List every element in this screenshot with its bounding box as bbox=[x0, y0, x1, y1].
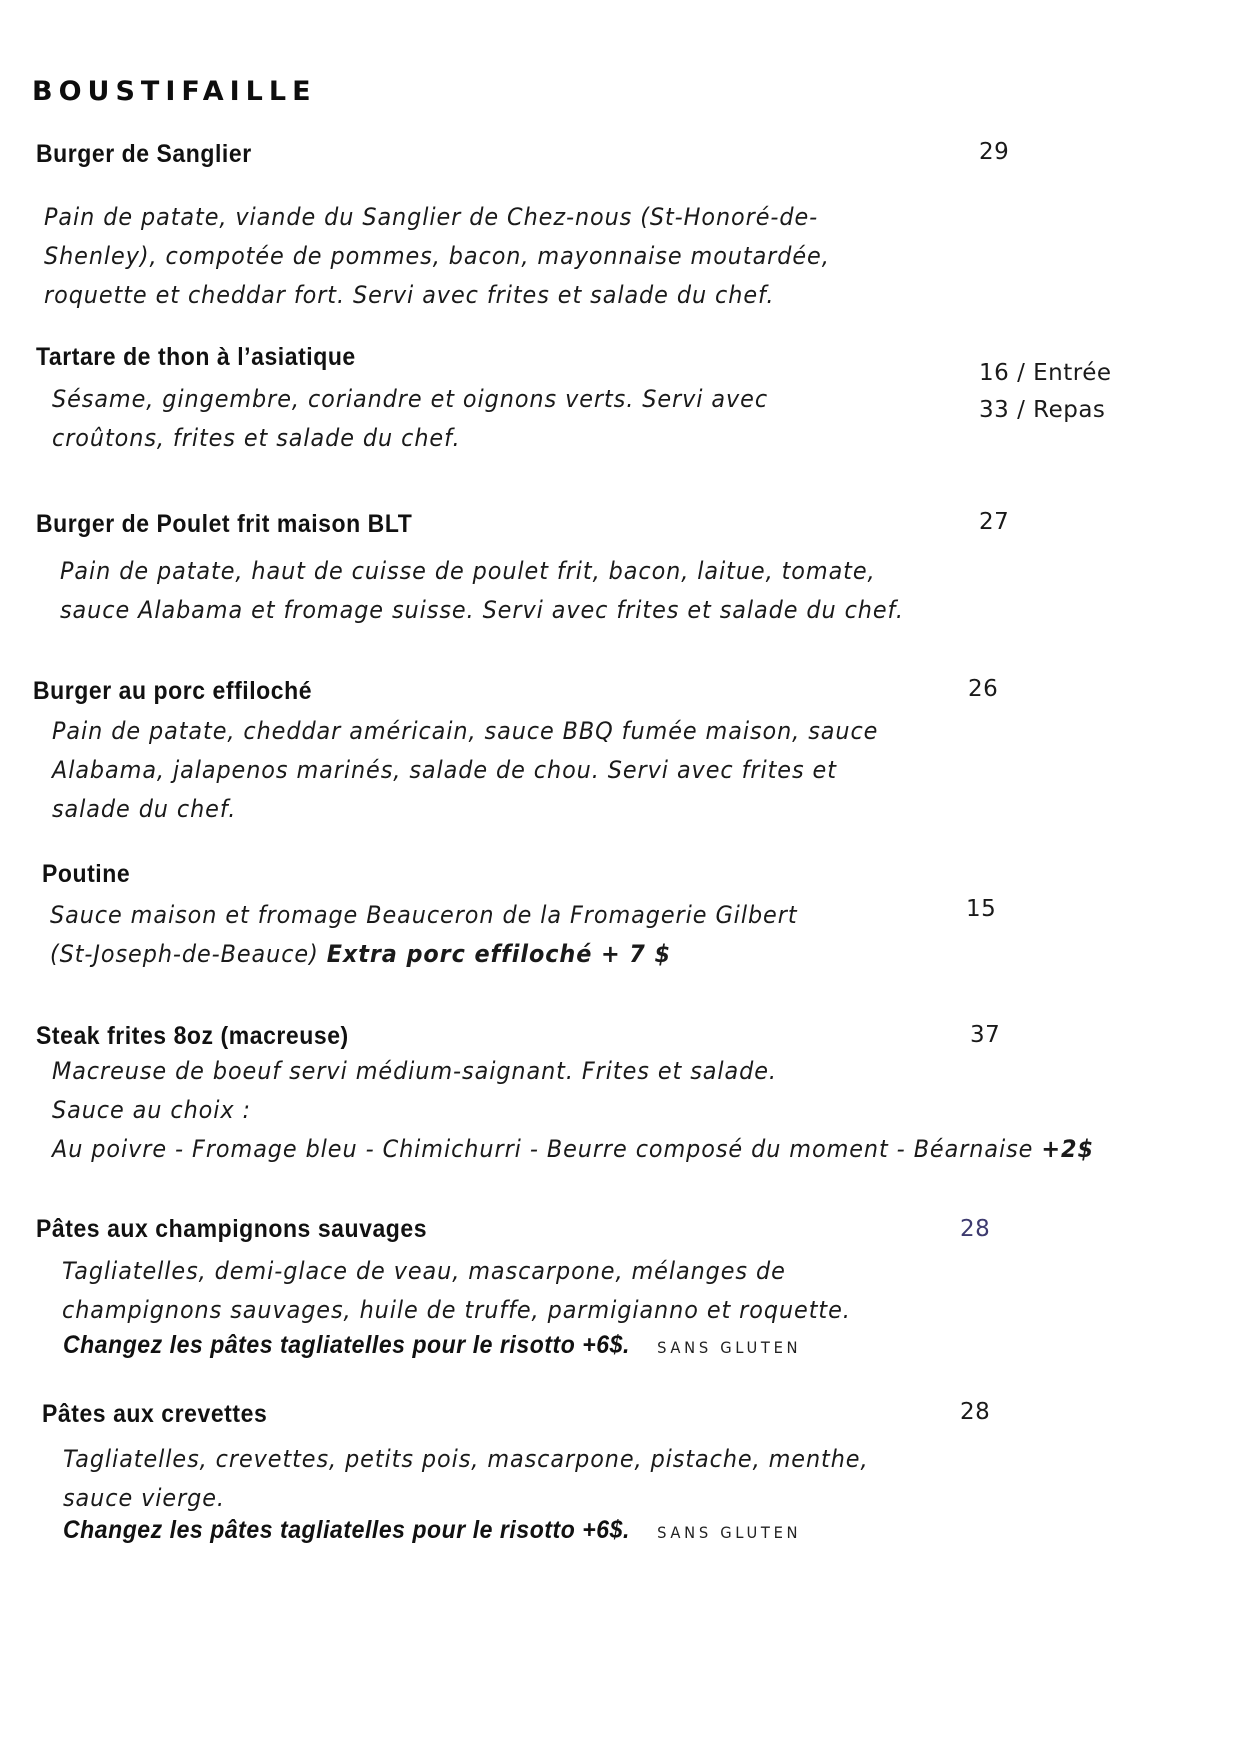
item-price: 27 bbox=[979, 509, 1010, 535]
extra-option: Extra porc effiloché + 7 $ bbox=[326, 940, 671, 968]
desc-line: sauce Alabama et fromage suisse. Servi avec frites et salade du chef. bbox=[60, 596, 904, 624]
desc-line: Tagliatelles, demi-glace de veau, mascarpone, mélanges de bbox=[62, 1257, 786, 1285]
item-description bbox=[63, 1440, 868, 1518]
swap-text: Changez les pâtes tagliatelles pour le risotto +6$. bbox=[63, 1516, 630, 1544]
item-price: 28 bbox=[960, 1216, 991, 1242]
item-price-repas: 33 / Repas bbox=[979, 397, 1106, 423]
item-name: Pâtes aux champignons sauvages bbox=[36, 1215, 428, 1243]
item-name: Tartare de thon à l’asiatique bbox=[36, 343, 356, 371]
desc-line: Sésame, gingembre, coriandre et oignons verts. Servi avec bbox=[52, 385, 769, 413]
item-name: Burger au porc effiloché bbox=[33, 677, 313, 705]
extra-option: +2$ bbox=[1041, 1135, 1094, 1163]
risotto-swap-note bbox=[63, 1331, 801, 1360]
item-description bbox=[52, 1052, 1094, 1169]
item-description bbox=[50, 896, 798, 974]
desc-line: croûtons, frites et salade du chef. bbox=[52, 424, 461, 452]
risotto-swap-note bbox=[63, 1516, 801, 1545]
item-description bbox=[44, 198, 830, 315]
section-title: BOUSTIFAILLE bbox=[32, 76, 317, 107]
desc-line: champignons sauvages, huile de truffe, parmigianno et roquette. bbox=[62, 1296, 851, 1324]
desc-line: sauce vierge. bbox=[63, 1484, 225, 1512]
item-description bbox=[52, 712, 878, 829]
desc-line bbox=[50, 935, 798, 974]
item-price: 29 bbox=[979, 139, 1010, 165]
gluten-free-tag: SANS GLUTEN bbox=[657, 1338, 802, 1357]
item-description bbox=[52, 380, 768, 458]
item-description bbox=[62, 1252, 851, 1330]
desc-line: Pain de patate, cheddar américain, sauce BBQ fumée maison, sauce bbox=[52, 717, 879, 745]
desc-line: Shenley), compotée de pommes, bacon, mayonnaise moutardée, bbox=[44, 242, 830, 270]
swap-text: Changez les pâtes tagliatelles pour le risotto +6$. bbox=[63, 1331, 630, 1359]
desc-line: Pain de patate, haut de cuisse de poulet frit, bacon, laitue, tomate, bbox=[60, 557, 876, 585]
desc-line: roquette et cheddar fort. Servi avec frites et salade du chef. bbox=[44, 281, 775, 309]
item-name: Burger de Poulet frit maison BLT bbox=[36, 510, 413, 538]
item-price: 15 bbox=[966, 896, 997, 922]
desc-text: (St-Joseph-de-Beauce) bbox=[50, 940, 319, 968]
desc-line: Sauce maison et fromage Beauceron de la Fromagerie Gilbert bbox=[50, 901, 798, 929]
desc-line: salade du chef. bbox=[52, 795, 237, 823]
item-name: Poutine bbox=[42, 860, 131, 888]
item-name: Pâtes aux crevettes bbox=[42, 1400, 268, 1428]
desc-line bbox=[52, 1130, 1094, 1169]
item-description bbox=[60, 552, 904, 630]
desc-line: Sauce au choix : bbox=[52, 1096, 251, 1124]
gluten-free-tag: SANS GLUTEN bbox=[657, 1523, 802, 1542]
sauce-options: Au poivre - Fromage bleu - Chimichurri - Beurre composé du moment - Béarnaise bbox=[52, 1135, 1034, 1163]
item-price-entree: 16 / Entrée bbox=[979, 360, 1112, 386]
item-price: 26 bbox=[968, 676, 999, 702]
desc-line: Macreuse de boeuf servi médium-saignant. Frites et salade. bbox=[52, 1057, 777, 1085]
desc-line: Pain de patate, viande du Sanglier de Chez-nous (St-Honoré-de- bbox=[44, 203, 819, 231]
desc-line: Tagliatelles, crevettes, petits pois, mascarpone, pistache, menthe, bbox=[63, 1445, 869, 1473]
desc-line: Alabama, jalapenos marinés, salade de chou. Servi avec frites et bbox=[52, 756, 837, 784]
item-name: Burger de Sanglier bbox=[36, 140, 252, 168]
item-name: Steak frites 8oz (macreuse) bbox=[36, 1022, 349, 1050]
item-price: 28 bbox=[960, 1399, 991, 1425]
item-price: 37 bbox=[970, 1022, 1001, 1048]
